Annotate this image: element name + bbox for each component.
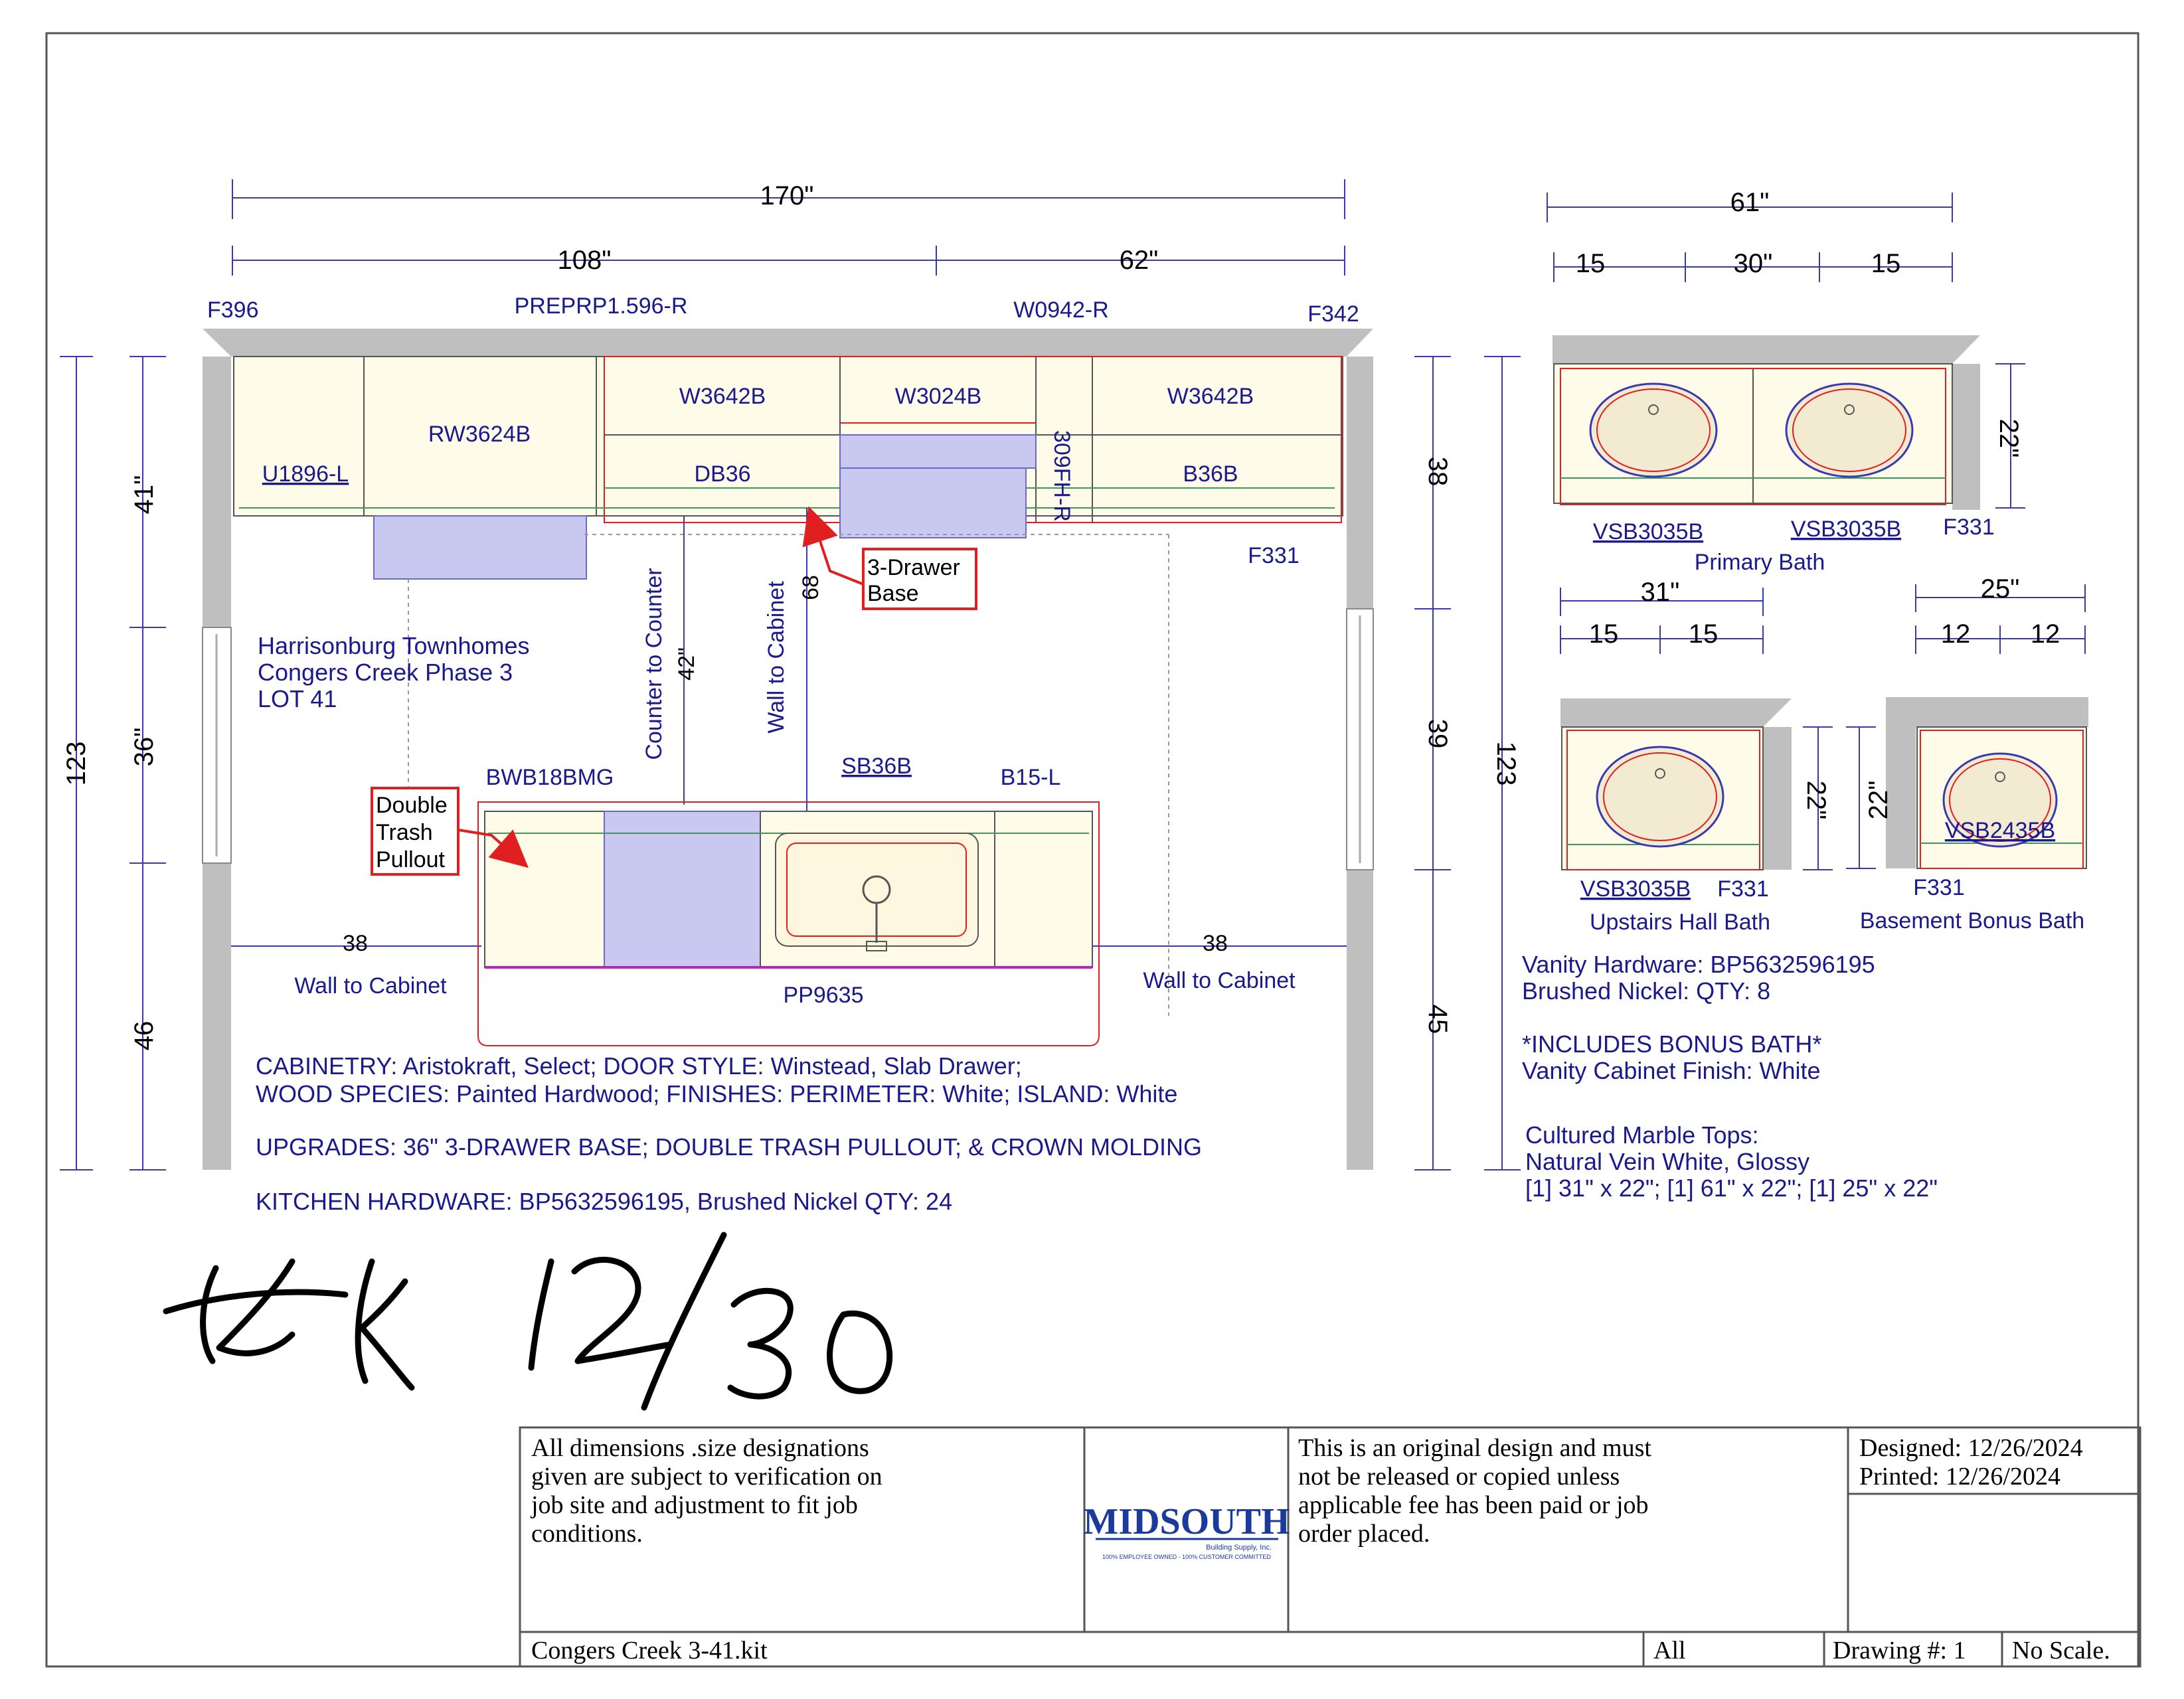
dim-left-height: 123 [62, 741, 91, 786]
callout-three-drawer-line-2: Base [867, 581, 919, 606]
label-bwb18bmg: BWB18BMG [485, 765, 614, 790]
scale-note: No Scale. [2012, 1637, 2110, 1664]
primary-seg-1: 15 [1575, 249, 1606, 278]
upstairs-seg-2: 15 [1688, 619, 1719, 649]
copyright-line-3: applicable fee has been paid or job [1298, 1491, 1649, 1519]
bath-note-3: *INCLUDES BONUS BATH* [1522, 1030, 1822, 1058]
dim-overall-width: 170" [760, 181, 814, 210]
disclaimer-line-2: given are subject to verification on [531, 1463, 882, 1491]
label-db36: DB36 [694, 461, 751, 487]
dim-right-seg-1: 38 [1423, 456, 1452, 487]
upstairs-title: Upstairs Hall Bath [1589, 910, 1771, 935]
bath-note-6: Natural Vein White, Glossy [1525, 1148, 1810, 1175]
copyright-line-1: This is an original design and must [1298, 1434, 1651, 1462]
island [478, 802, 1099, 1046]
dim-left-seg-1: 41" [129, 475, 159, 515]
label-f342: F342 [1307, 301, 1359, 327]
label-w3642b-right: W3642B [1167, 384, 1254, 409]
label-pp9635: PP9635 [783, 983, 864, 1008]
copyright-line-4: order placed. [1298, 1520, 1430, 1548]
label-counter-to-counter: Counter to Counter [641, 568, 667, 760]
dim-right-seg-3: 45 [1423, 1004, 1452, 1034]
callout-double-trash-line-1: Double [376, 793, 448, 818]
dim-right-height: 123 [1491, 741, 1521, 786]
printed-date: Printed: 12/26/2024 [1859, 1463, 2060, 1491]
dim-counter-to-counter: 42" [674, 647, 699, 681]
primary-seg-2: 30" [1733, 249, 1773, 278]
label-b15l: B15-L [1000, 765, 1061, 790]
dim-right-seg-2: 39 [1423, 718, 1452, 749]
label-b36b: B36B [1183, 461, 1238, 487]
project-line-1: Harrisonburg Townhomes [258, 632, 530, 659]
dim-left-seg-2: 36" [129, 727, 159, 767]
primary-seg-3: 15 [1871, 249, 1901, 278]
copyright-line-2: not be released or copied unless [1298, 1463, 1620, 1491]
kitchen-note-4: KITCHEN HARDWARE: BP5632596195, Brushed Nickel QTY: 24 [256, 1188, 953, 1215]
label-w3024b: W3024B [894, 384, 982, 409]
midsouth-logo [1083, 1501, 1290, 1560]
primary-bath [1547, 193, 2025, 510]
disclaimer-line-3: job site and adjustment to fit job [531, 1491, 858, 1519]
kitchen-note-3: UPGRADES: 36" 3-DRAWER BASE; DOUBLE TRASH PULLOUT; & CROWN MOLDING [256, 1133, 1203, 1161]
label-f331: F331 [1248, 543, 1300, 568]
primary-filler: F331 [1943, 515, 1995, 540]
disclaimer-line-4: conditions. [531, 1520, 643, 1548]
callout-double-trash-line-3: Pullout [376, 847, 445, 872]
drawing-number: Drawing #: 1 [1833, 1637, 1966, 1664]
label-w0942: W0942-R [1013, 297, 1109, 323]
callout-three-drawer-line-1: 3-Drawer [867, 555, 960, 580]
label-preprp: PREPRP1.596-R [514, 293, 688, 319]
file-name: Congers Creek 3-41.kit [531, 1637, 768, 1664]
basement-seg-2: 12 [2030, 619, 2060, 649]
project-line-3: LOT 41 [258, 685, 337, 712]
kitchen-note-2: WOOD SPECIES: Painted Hardwood; FINISHES: PERIMETER: White; ISLAND: White [256, 1080, 1178, 1107]
label-w3642b-left: W3642B [679, 384, 766, 409]
bath-note-5: Cultured Marble Tops: [1525, 1121, 1759, 1149]
label-wall-to-cabinet-vertical: Wall to Cabinet [764, 581, 789, 734]
logo-text: MIDSOUTH [1083, 1501, 1290, 1542]
kitchen-note-1: CABINETRY: Aristokraft, Select; DOOR STYLE: Winstead, Slab Drawer; [256, 1052, 1022, 1080]
label-u1896: U1896-L [262, 461, 349, 487]
dim-right-run: 62" [1119, 246, 1159, 275]
dim-left-clear: 38 [343, 931, 368, 956]
primary-overall: 61" [1730, 188, 1770, 217]
callout-double-trash-line-2: Trash [376, 820, 433, 845]
bath-note-7: [1] 31" x 22"; [1] 61" x 22"; [1] 25" x 22" [1525, 1174, 1938, 1202]
upstairs-seg-1: 15 [1588, 619, 1619, 649]
basement-filler: F331 [1913, 875, 1965, 900]
primary-vanity-right: VSB3035B [1790, 517, 1902, 542]
primary-title: Primary Bath [1694, 550, 1825, 575]
basement-depth: 22" [1864, 780, 1893, 820]
bath-note-1: Vanity Hardware: BP5632596195 [1522, 951, 1875, 978]
bath-note-4: Vanity Cabinet Finish: White [1522, 1057, 1821, 1084]
designed-date: Designed: 12/26/2024 [1859, 1434, 2083, 1462]
basement-overall: 25" [1980, 574, 2020, 604]
basement-vanity: VSB2435B [1944, 818, 2056, 843]
upstairs-vanity: VSB3035B [1580, 876, 1691, 902]
basement-title: Basement Bonus Bath [1859, 908, 2085, 933]
basement-seg-1: 12 [1940, 619, 1971, 649]
primary-depth: 22" [1994, 418, 2023, 458]
label-rw3624b: RW3624B [428, 422, 531, 447]
dim-right-clear: 38 [1203, 931, 1228, 956]
upstairs-overall: 31" [1640, 578, 1680, 607]
view-name: All [1653, 1637, 1686, 1664]
top-dimensions [232, 179, 1345, 276]
primary-vanity-left: VSB3035B [1592, 519, 1704, 544]
label-wall-to-cabinet-right: Wall to Cabinet [1143, 968, 1296, 993]
dim-wall-to-cabinet-vertical: 68 [798, 575, 823, 600]
upstairs-filler: F331 [1717, 876, 1769, 902]
label-f396: F396 [207, 297, 259, 323]
dim-left-run: 108" [557, 246, 612, 275]
disclaimer-line-1: All dimensions .size designations [531, 1434, 869, 1462]
logo-subtitle: Building Supply, Inc. [1206, 1544, 1272, 1552]
dim-left-seg-3: 46 [129, 1020, 159, 1051]
upstairs-depth: 22" [1802, 780, 1831, 820]
bath-note-2: Brushed Nickel: QTY: 8 [1522, 977, 1771, 1005]
label-sb36b: SB36B [841, 754, 912, 779]
logo-tagline: 100% EMPLOYEE OWNED - 100% CUSTOMER COMMITTED [1102, 1554, 1271, 1560]
handwritten-signature [166, 1235, 890, 1408]
label-wall-to-cabinet-left: Wall to Cabinet [294, 973, 447, 999]
project-line-2: Congers Creek Phase 3 [258, 659, 513, 686]
label-309fh: 309FH-R [1049, 430, 1074, 522]
